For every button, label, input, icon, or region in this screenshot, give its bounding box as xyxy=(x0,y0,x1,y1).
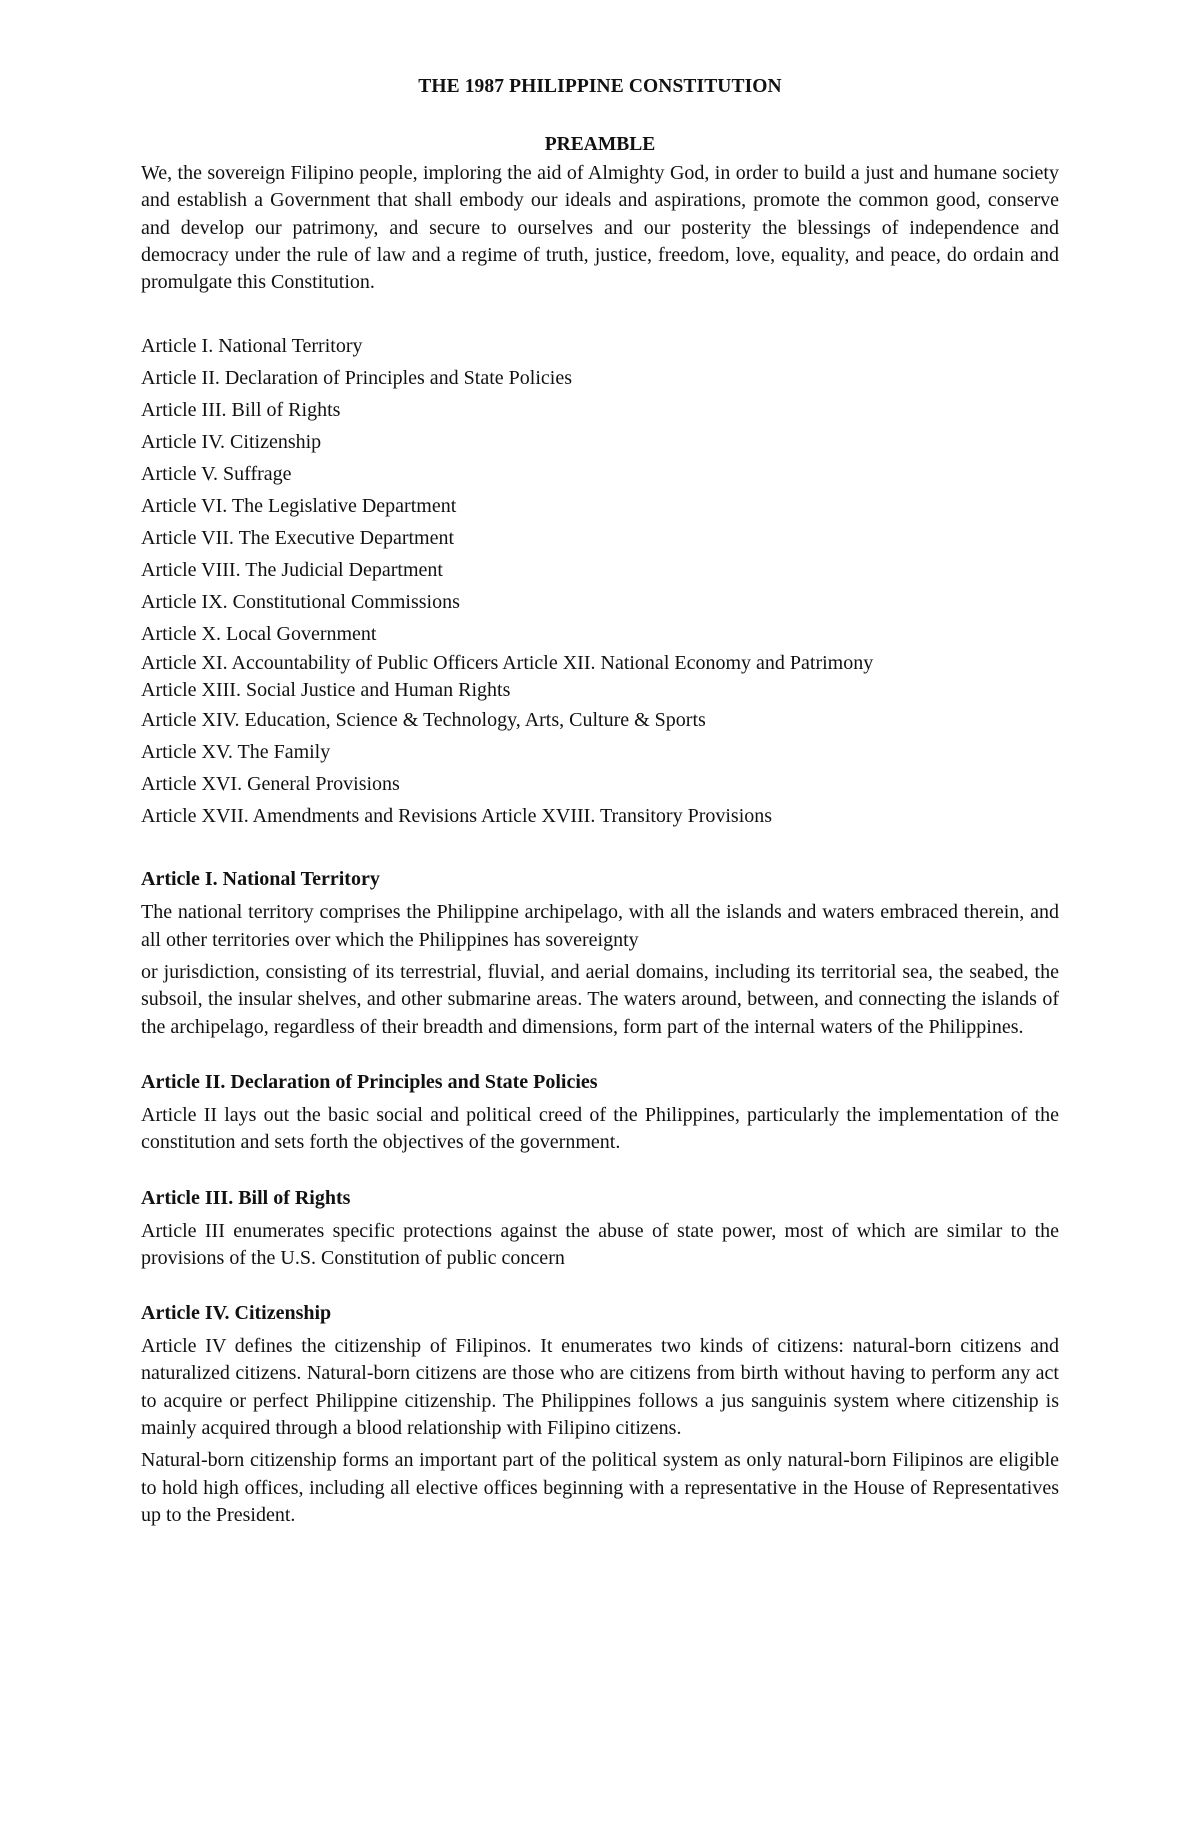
section-heading: Article IV. Citizenship xyxy=(141,1302,332,1325)
toc-item: Article X. Local Government xyxy=(141,623,377,646)
section-paragraph: Article III enumerates specific protections against the abuse of state power, most of which are similar to the provisions of the U.S. Constitution of public concern xyxy=(141,1219,1059,1269)
section-heading: Article II. Declaration of Principles and State Policies xyxy=(141,1070,598,1093)
section-paragraph: Natural-born citizenship forms an important part of the political system as only natural-born Filipinos are eligible to hold high offices, including all elective offices beginning with a representative in the House of Representatives up to the President. xyxy=(141,1449,1059,1526)
document-title: THE 1987 PHILIPPINE CONSTITUTION xyxy=(418,76,782,97)
document-page xyxy=(141,70,1059,1529)
section-heading: Article III. Bill of Rights xyxy=(141,1186,351,1209)
preamble-text: We, the sovereign Filipino people, imploring the aid of Almighty God, in order to build a just and humane society and establish a Government that shall embody our ideals and aspirations, promote the common good, conserve and develop our patrimony, and secure to ourselves and our posterity the blessings of independence and democracy under the rule of law and a regime of truth, justice, freedom, love, equality, and peace, do ordain and promulgate this Constitution. xyxy=(141,162,1059,294)
toc-item: Article VII. The Executive Department xyxy=(141,527,455,550)
section-paragraph: Article IV defines the citizenship of Filipinos. It enumerates two kinds of citizens: natural-born citizens and naturalized citizens. Natural-born citizens are those who are citizens from birth without having to perform any act to acquire or perfect Philippine citizenship. The Philippines follows a jus sanguinis system where citizenship is mainly acquired through a blood relationship with Filipino citizens. xyxy=(141,1335,1059,1440)
toc-item: Article II. Declaration of Principles and State Policies xyxy=(141,367,572,390)
toc-item: Article XV. The Family xyxy=(141,741,331,764)
toc-item: Article XIII. Social Justice and Human Rights xyxy=(141,679,511,702)
section-paragraph: or jurisdiction, consisting of its terrestrial, fluvial, and aerial domains, including its territorial sea, the seabed, the subsoil, the insular shelves, and other submarine areas. The waters around, between, and connecting the islands of the archipelago, regardless of their breadth and dimensions, form part of the internal waters of the Philippines. xyxy=(141,961,1059,1038)
toc-item: Article V. Suffrage xyxy=(141,463,292,486)
section-heading: Article I. National Territory xyxy=(141,868,380,891)
toc-item: Article XIV. Education, Science & Technology, Arts, Culture & Sports xyxy=(141,709,706,732)
toc-item: Article IX. Constitutional Commissions xyxy=(141,591,460,614)
toc-item: Article I. National Territory xyxy=(141,335,363,358)
section-article-4 xyxy=(141,1300,1059,1529)
toc-item: Article VI. The Legislative Department xyxy=(141,495,457,518)
table-of-contents xyxy=(141,330,1059,832)
toc-item: Article XI. Accountability of Public Officers Article XII. National Economy and Patrimony xyxy=(141,652,874,675)
toc-item: Article III. Bill of Rights xyxy=(141,399,341,422)
toc-item: Article VIII. The Judicial Department xyxy=(141,559,443,582)
preamble-heading: PREAMBLE xyxy=(544,134,656,155)
section-paragraph: Article II lays out the basic social and political creed of the Philippines, particularly the implementation of the constitution and sets forth the objectives of the government. xyxy=(141,1103,1059,1154)
toc-item: Article XVI. General Provisions xyxy=(141,773,400,796)
toc-item: Article XVII. Amendments and Revisions Article XVIII. Transitory Provisions xyxy=(141,805,773,828)
toc-item: Article IV. Citizenship xyxy=(141,431,322,454)
section-article-2 xyxy=(141,1069,1059,1157)
section-article-3 xyxy=(141,1185,1059,1273)
section-paragraph: The national territory comprises the Philippine archipelago, with all the islands and waters embraced therein, and all other territories over which the Philippines has sovereignty xyxy=(141,901,1059,951)
section-article-1 xyxy=(141,866,1059,1040)
